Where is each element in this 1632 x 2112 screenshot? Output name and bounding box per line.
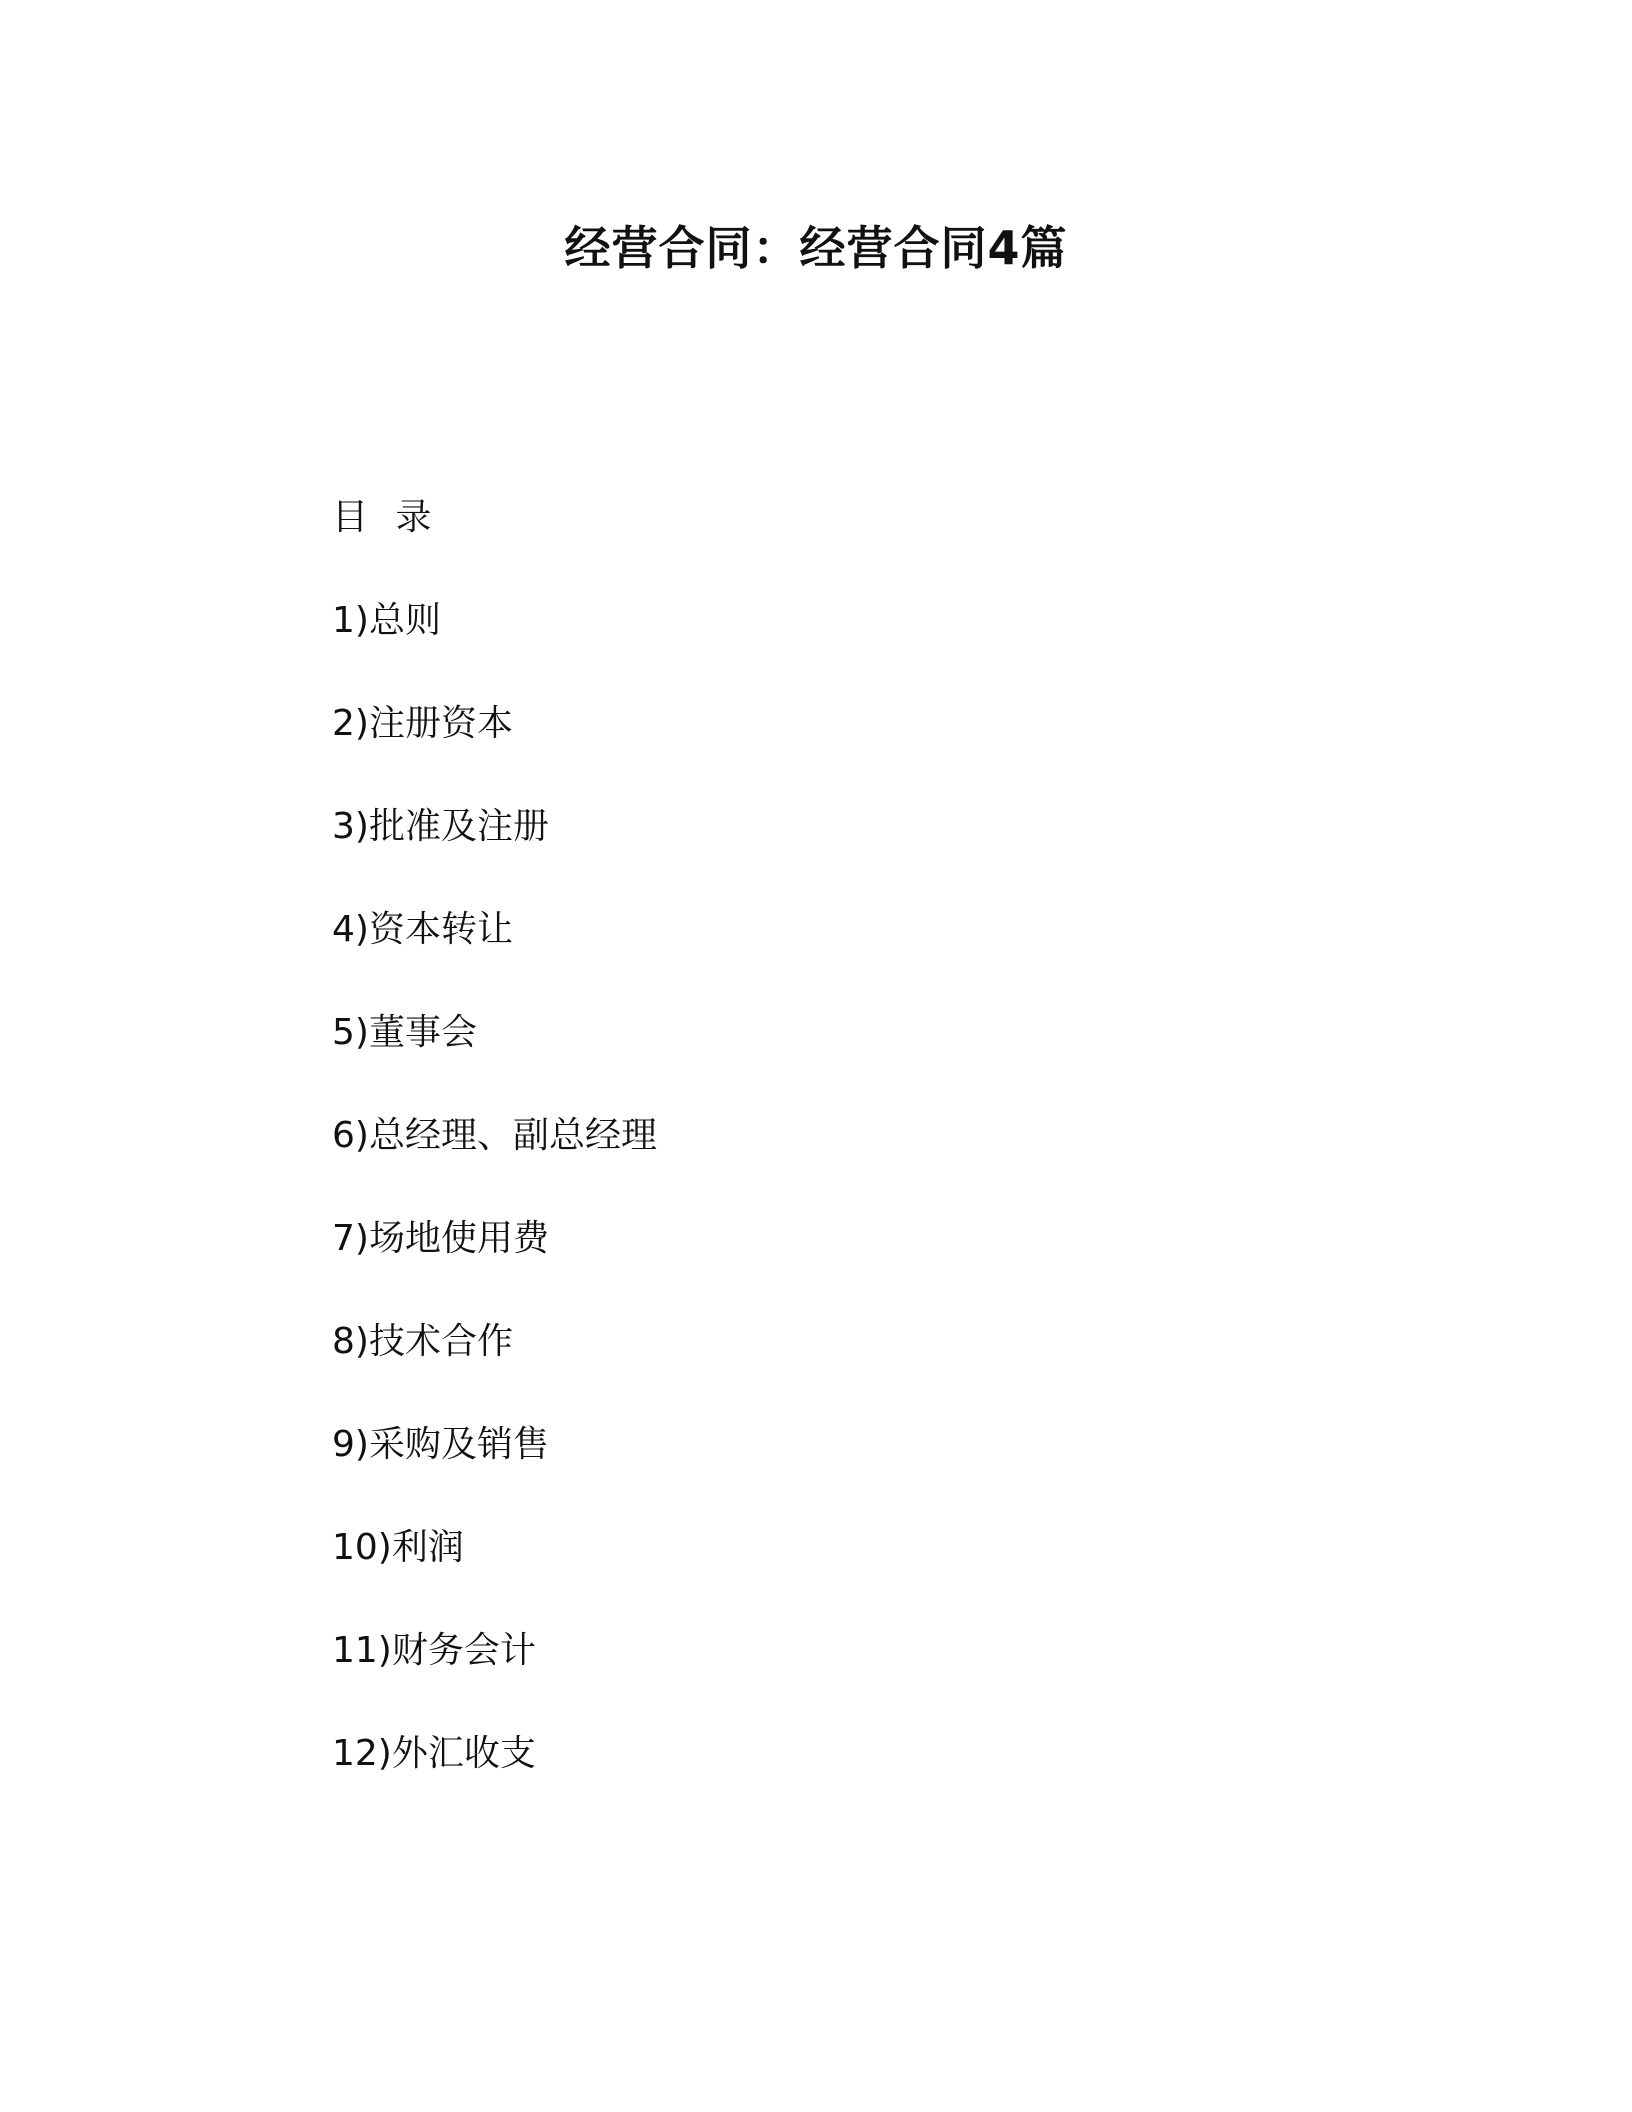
toc-item: 5)董事会 — [332, 1012, 477, 1053]
toc-item: 7)场地使用费 — [332, 1218, 549, 1259]
toc-item: 9)采购及销售 — [332, 1424, 549, 1465]
toc-item: 4)资本转让 — [332, 909, 513, 950]
toc-item: 1)总则 — [332, 600, 441, 641]
toc-item: 3)批准及注册 — [332, 806, 549, 847]
table-of-contents — [332, 492, 1332, 1831]
toc-item: 10)利润 — [332, 1527, 464, 1568]
toc-item: 6)总经理、副总经理 — [332, 1115, 657, 1156]
toc-item: 8)技术合作 — [332, 1321, 513, 1362]
document-title: 经营合同：经营合同4篇 — [564, 221, 1068, 275]
toc-item: 11)财务会计 — [332, 1630, 536, 1671]
toc-item: 12)外汇收支 — [332, 1733, 536, 1774]
toc-heading: 目 录 — [332, 497, 440, 538]
toc-list — [332, 595, 1332, 1780]
toc-item: 2)注册资本 — [332, 703, 513, 744]
